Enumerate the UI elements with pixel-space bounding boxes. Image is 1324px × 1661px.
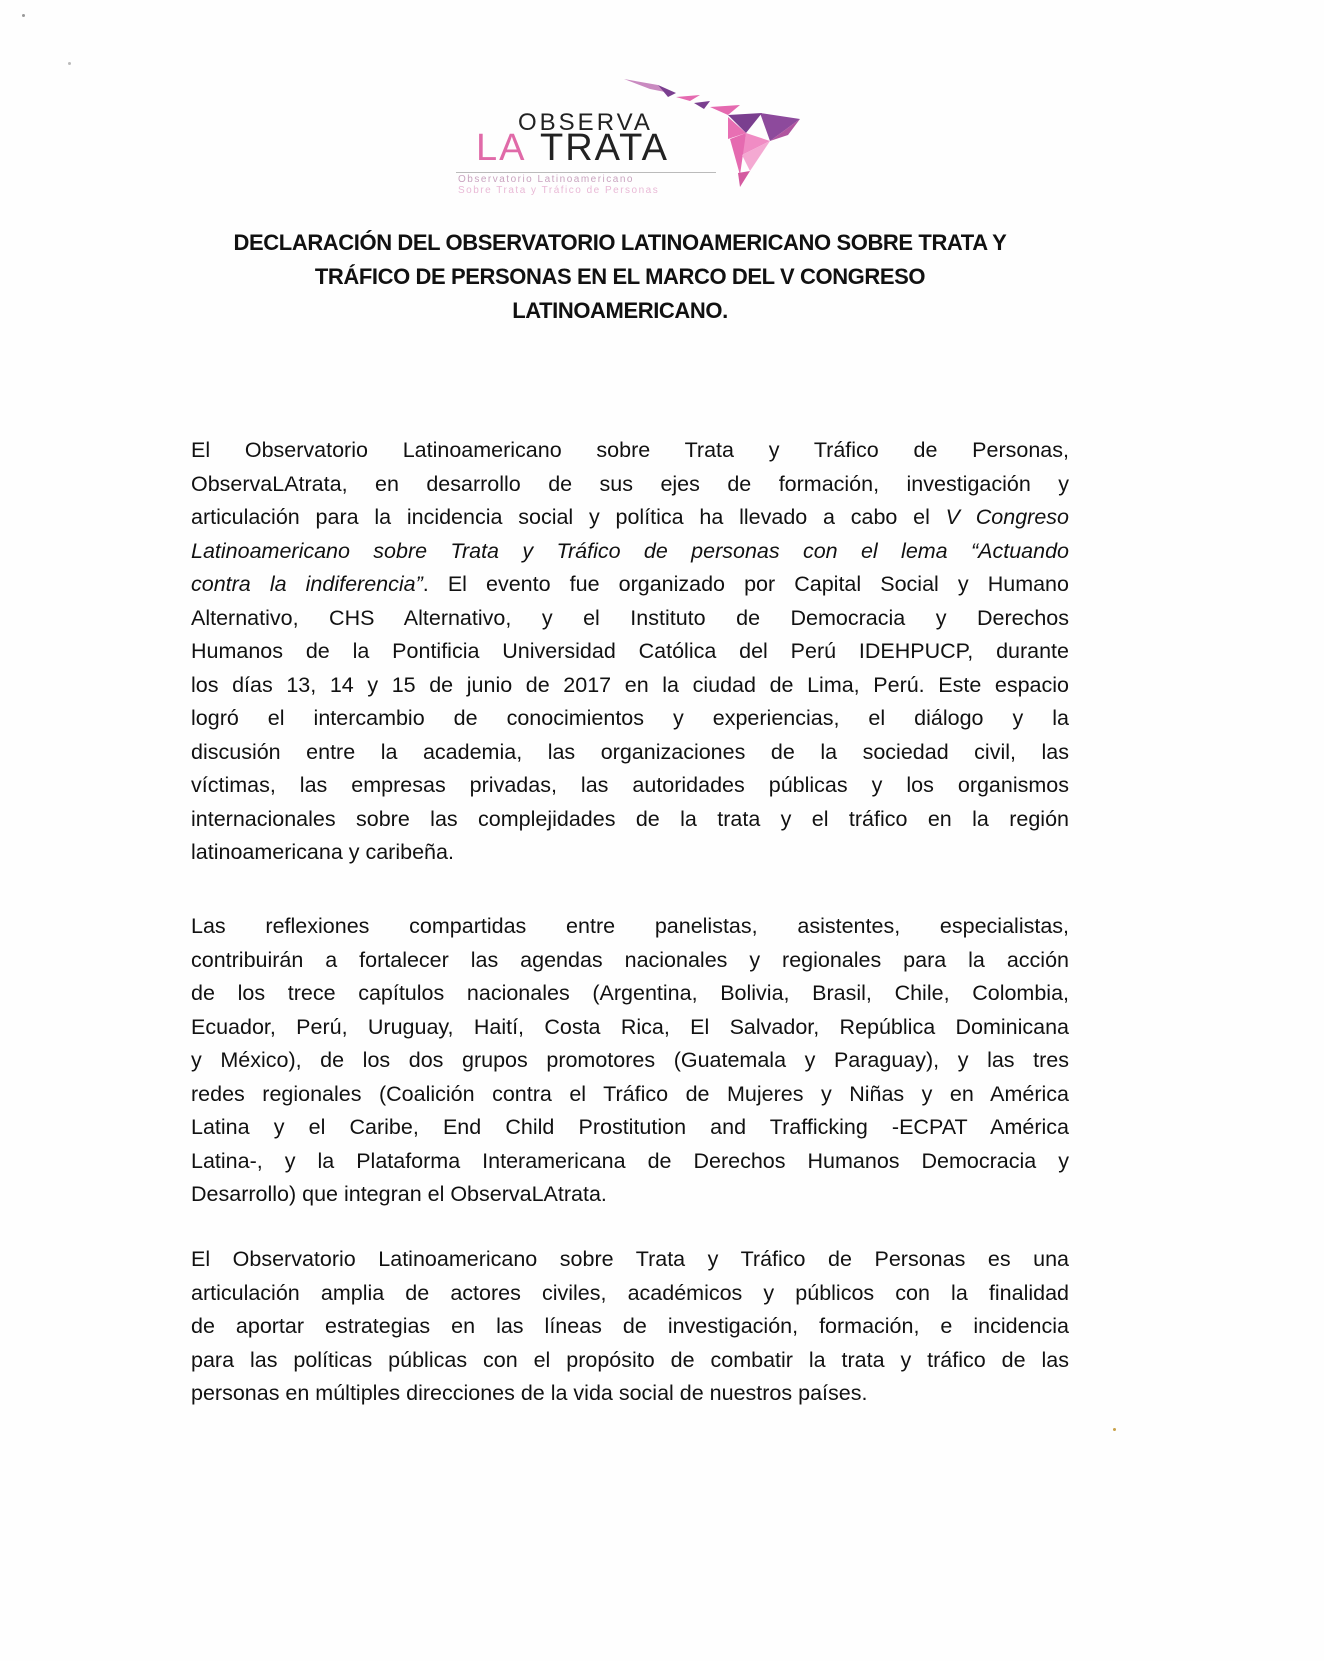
paragraph-3 <box>191 1243 1069 1411</box>
title-line: DECLARACIÓN DEL OBSERVATORIO LATINOAMERICANO SOBRE TRATA Y <box>233 230 1007 255</box>
logo-trata-text: TRATA <box>540 127 669 169</box>
text-line: Las reflexiones compartidas entre panelistas, asistentes, especialistas, <box>191 914 1069 938</box>
text-line: articulación amplia de actores civiles, académicos y públicos con la finalidad <box>191 1280 1069 1305</box>
text-line: Ecuador, Perú, Uruguay, Haití, Costa Rica, El Salvador, República Dominicana <box>191 1014 1069 1039</box>
text-line: los días 13, 14 y 15 de junio de 2017 en la ciudad de Lima, Perú. Este espacio <box>191 672 1069 697</box>
text-line: y México), de los dos grupos promotores (Guatemala y Paraguay), y las tres <box>191 1048 1069 1072</box>
scan-speck <box>1113 1428 1116 1431</box>
paragraph-1 <box>191 434 1069 870</box>
italic-run: Latinoamericano sobre Trata y Tráfico de personas con el lema “Actuando <box>191 538 1069 563</box>
text-line: Humanos de la Pontificia Universidad Católica del Perú IDEHPUCP, durante <box>191 639 1069 663</box>
document-title <box>190 226 1050 328</box>
text-line: personas en múltiples direcciones de la vida social de nuestros países. <box>191 1381 868 1405</box>
paragraph-2 <box>191 910 1069 1212</box>
italic-run: V Congreso <box>945 505 1069 529</box>
title-line: LATINOAMERICANO. <box>512 298 728 323</box>
text-line: latinoamericana y caribeña. <box>191 840 454 864</box>
scan-speck <box>22 14 25 17</box>
logo-la-text: LA <box>476 127 527 169</box>
logo-divider <box>456 172 716 173</box>
text-line <box>191 568 1069 602</box>
text-line: internacionales sobre las complejidades de la trata y el tráfico en la región <box>191 806 1069 831</box>
scan-speck <box>68 62 71 65</box>
logo-subtitle-1: Observatorio Latinoamericano <box>458 174 634 185</box>
text-line: de los trece capítulos nacionales (Argentina, Bolivia, Brasil, Chile, Colombia, <box>191 981 1069 1005</box>
text-line <box>191 501 1069 535</box>
logo-subtitle-2: Sobre Trata y Tráfico de Personas <box>458 185 660 196</box>
observalatrata-logo <box>450 75 810 196</box>
logo-observa-text: OBSERVA <box>518 109 653 136</box>
text-line: El Observatorio Latinoamericano sobre Trata y Tráfico de Personas es una <box>191 1247 1069 1271</box>
title-line: TRÁFICO DE PERSONAS EN EL MARCO DEL V CONGRESO <box>314 264 926 289</box>
text-line: víctimas, las empresas privadas, las autoridades públicas y los organismos <box>191 773 1069 797</box>
text-line <box>191 535 1069 569</box>
text-line: Desarrollo) que integran el ObservaLAtrata. <box>191 1182 607 1206</box>
text-line: El Observatorio Latinoamericano sobre Trata y Tráfico de Personas, <box>191 438 1069 462</box>
italic-run: contra la indiferencia” <box>191 572 423 596</box>
text-line: ObservaLAtrata, en desarrollo de sus ejes de formación, investigación y <box>191 471 1069 496</box>
text-line: de aportar estrategias en las líneas de investigación, formación, e incidencia <box>191 1314 1069 1338</box>
text-line: para las políticas públicas con el propósito de combatir la trata y tráfico de las <box>191 1347 1069 1372</box>
text-run: articulación para la incidencia social y política ha llevado a cabo el <box>191 505 946 529</box>
text-line: contribuirán a fortalecer las agendas nacionales y regionales para la acción <box>191 947 1069 972</box>
text-line: discusión entre la academia, las organizaciones de la sociedad civil, las <box>191 739 1069 764</box>
text-line: Alternativo, CHS Alternativo, y el Instituto de Democracia y Derechos <box>191 605 1069 630</box>
text-run: . El evento fue organizado por Capital Social y Humano <box>422 572 1069 596</box>
text-line: Latina-, y la Plataforma Interamericana de Derechos Humanos Democracia y <box>191 1148 1069 1173</box>
text-line: redes regionales (Coalición contra el Tráfico de Mujeres y Niñas y en América <box>191 1081 1069 1106</box>
text-line: logró el intercambio de conocimientos y experiencias, el diálogo y la <box>191 706 1069 730</box>
text-line: Latina y el Caribe, End Child Prostitution and Trafficking -ECPAT América <box>191 1115 1069 1139</box>
